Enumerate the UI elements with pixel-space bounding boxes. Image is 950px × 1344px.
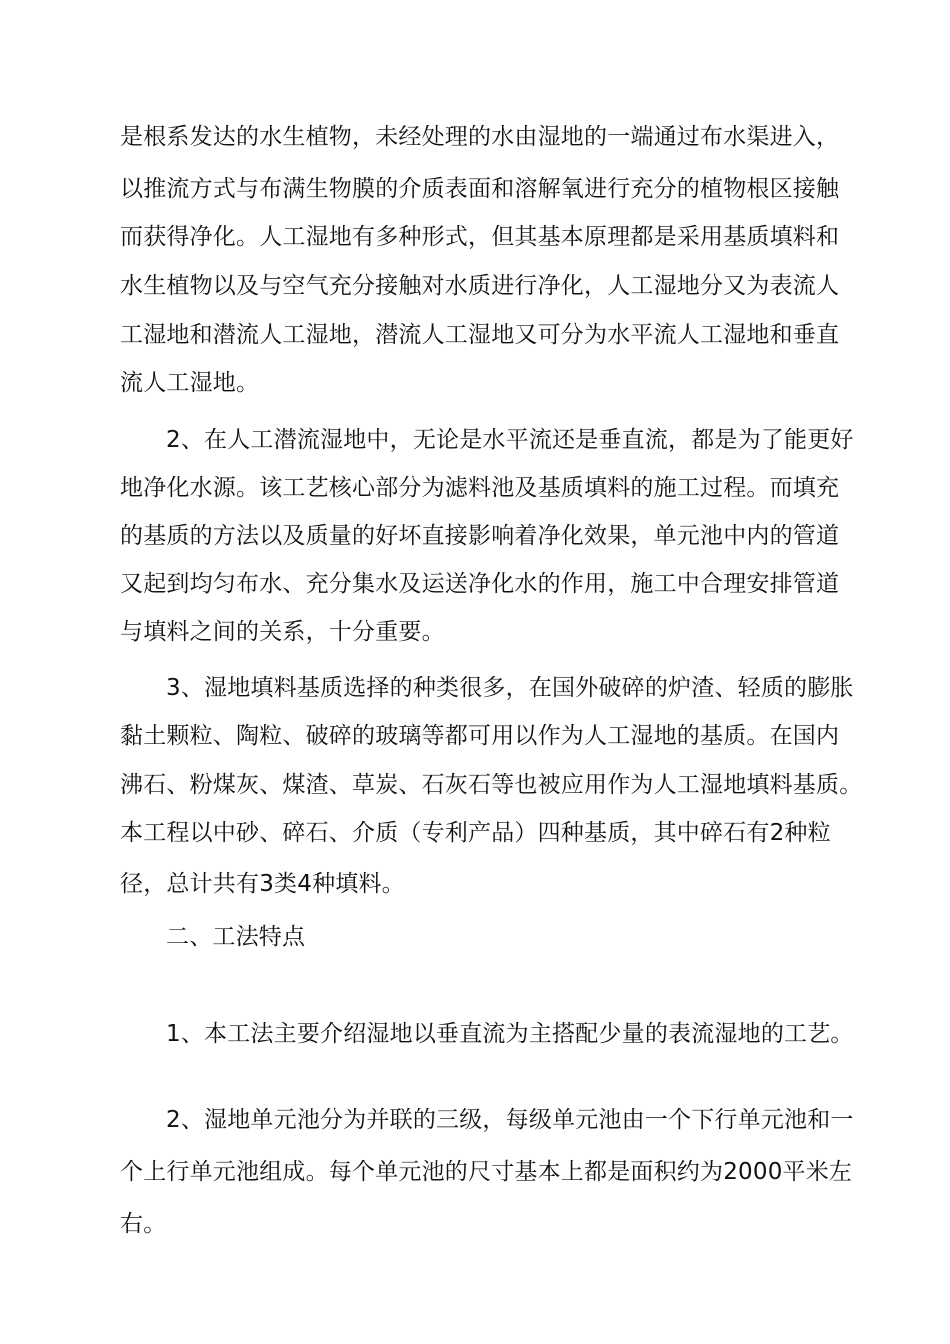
- paragraph-line: 1、本工法主要介绍湿地以垂直流为主搭配少量的表流湿地的工艺。: [166, 1021, 854, 1047]
- paragraph-line: 又起到均匀布水、充分集水及运送净化水的作用，施工中合理安排管道: [120, 571, 840, 597]
- paragraph-line: 而获得净化。人工湿地有多种形式，但其基本原理都是采用基质填料和: [120, 224, 840, 250]
- paragraph-line: 本工程以中砂、碎石、介质（专利产品）四种基质，其中碎石有2种粒: [120, 820, 831, 846]
- paragraph-line: 地净化水源。该工艺核心部分为滤料池及基质填料的施工过程。而填充: [120, 475, 840, 501]
- paragraph-line: 与填料之间的关系，十分重要。: [120, 619, 445, 645]
- paragraph-line: 以推流方式与布满生物膜的介质表面和溶解氧进行充分的植物根区接触: [120, 176, 840, 202]
- paragraph-line: 是根系发达的水生植物，未经处理的水由湿地的一端通过布水渠进入，: [120, 124, 840, 150]
- paragraph-line: 2、在人工潜流湿地中，无论是水平流还是垂直流，都是为了能更好: [166, 427, 854, 453]
- paragraph-line: 径，总计共有3类4种填料。: [120, 871, 405, 897]
- paragraph-line: 3、湿地填料基质选择的种类很多，在国外破碎的炉渣、轻质的膨胀: [166, 675, 854, 701]
- paragraph-line: 右。: [120, 1211, 167, 1237]
- paragraph-line: 沸石、粉煤灰、煤渣、草炭、石灰石等也被应用作为人工湿地填料基质。: [120, 772, 863, 798]
- paragraph-line: 个上行单元池组成。每个单元池的尺寸基本上都是面积约为2000平米左: [120, 1159, 853, 1185]
- paragraph-line: 工湿地和潜流人工湿地，潜流人工湿地又可分为水平流人工湿地和垂直: [120, 322, 840, 348]
- paragraph-line: 2、湿地单元池分为并联的三级，每级单元池由一个下行单元池和一: [166, 1107, 854, 1133]
- paragraph-line: 黏土颗粒、陶粒、破碎的玻璃等都可用以作为人工湿地的基质。在国内: [120, 723, 840, 749]
- paragraph-line: 的基质的方法以及质量的好坏直接影响着净化效果，单元池中内的管道: [120, 523, 840, 549]
- paragraph-line: 流人工湿地。: [120, 370, 260, 396]
- section-heading: 二、工法特点: [166, 924, 306, 950]
- paragraph-line: 水生植物以及与空气充分接触对水质进行净化，人工湿地分又为表流人: [120, 273, 840, 299]
